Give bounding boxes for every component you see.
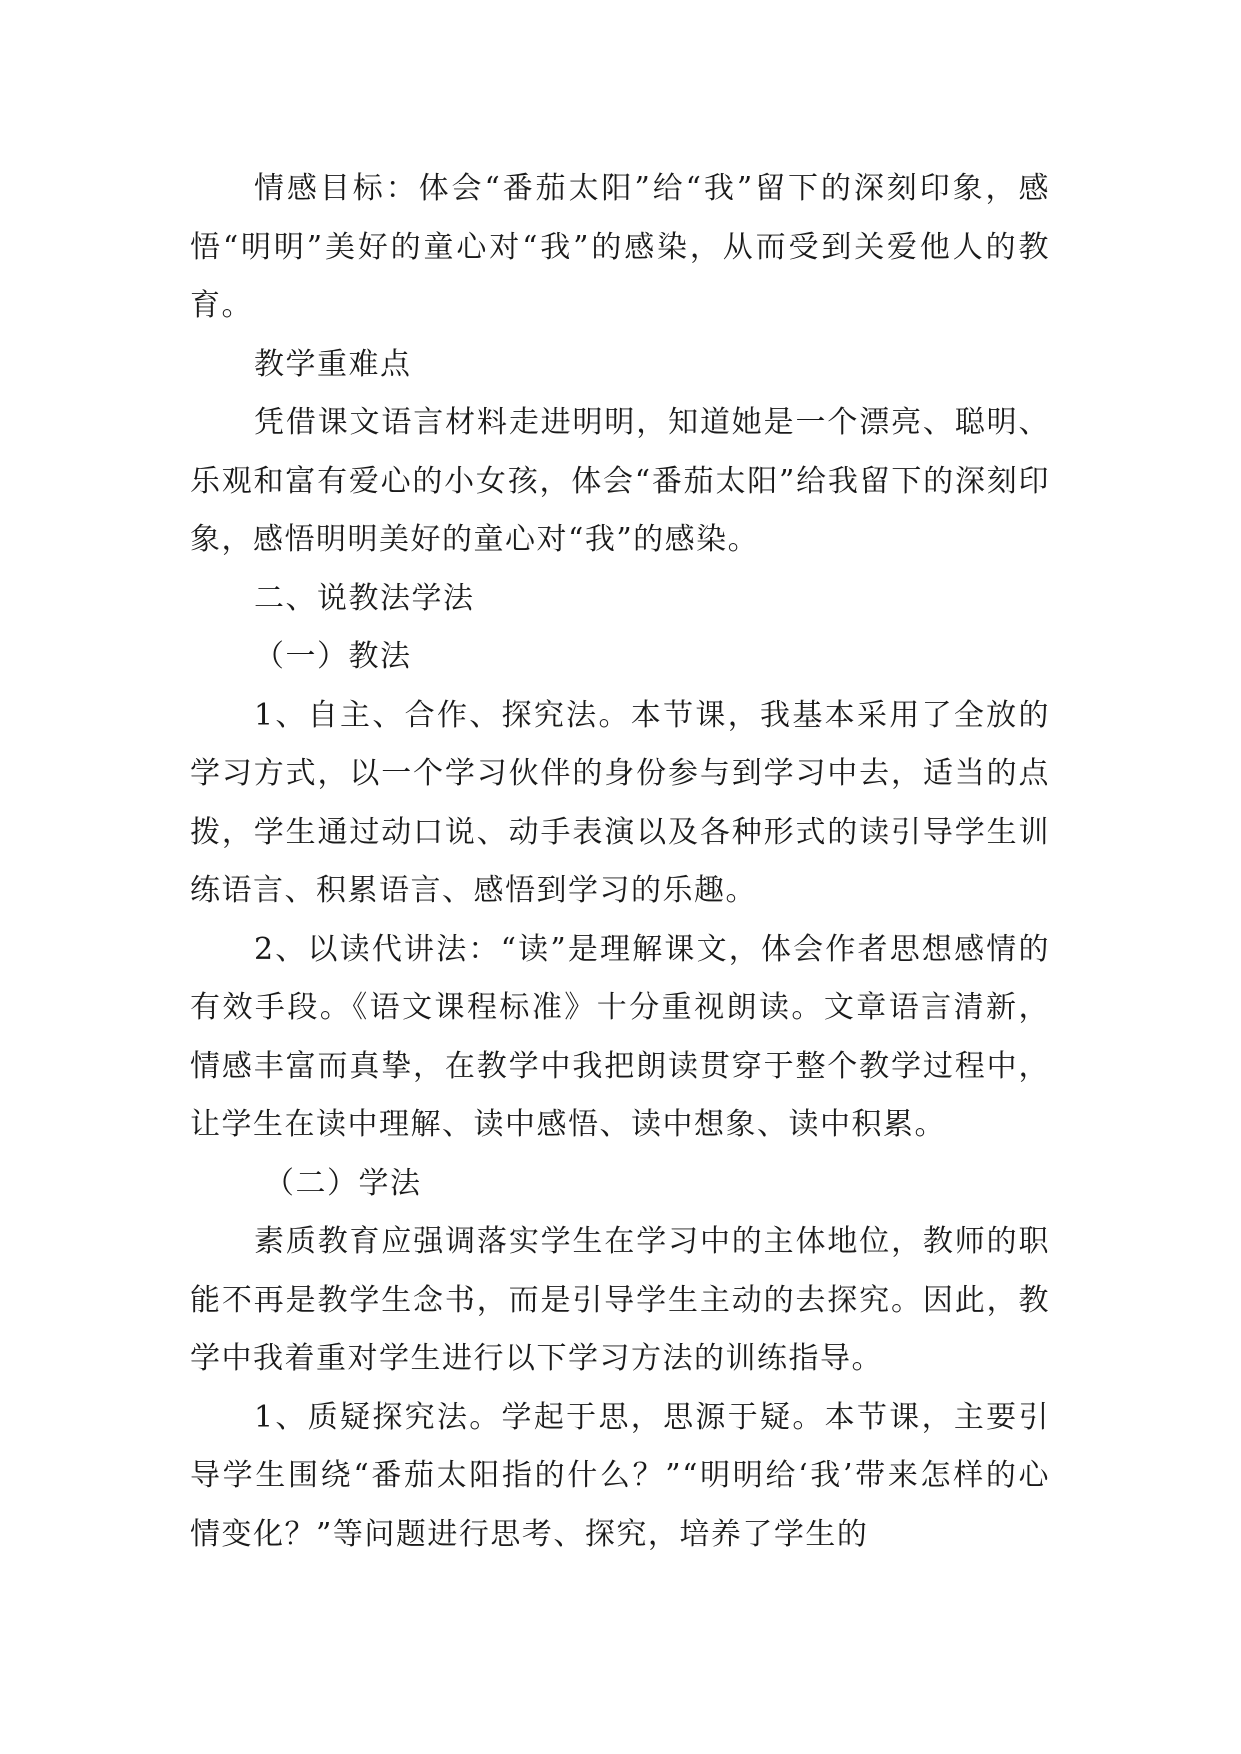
heading-teaching-method: （一）教法 xyxy=(254,639,412,674)
paragraph-method-one: 1、自主、合作、探究法。本节课，我基本采用了全放的学习方式，以一个学习伙伴的身份参与到学习中去，适当的点拨，学生通过动口说、动手表演以及各种形式的读引导学生训练语言、积累语言、感悟到学习的乐趣。 xyxy=(190,697,1050,908)
heading-section-two: 二、说教法学法 xyxy=(254,580,475,616)
paragraph-learning-intro: 素质教育应强调落实学生在学习中的主体地位，教师的职能不再是教学生念书，而是引导学生主动的去探究。因此，教学中我着重对学生进行以下学习方法的训练指导。 xyxy=(190,1224,1050,1376)
document-body xyxy=(190,160,1050,1564)
paragraph-learning-one: 1、质疑探究法。学起于思，思源于疑。本节课，主要引导学生围绕“番茄太阳指的什么？”“明明给‘我’带来怎样的心情变化？”等问题进行思考、探究，培养了学生的 xyxy=(190,1399,1050,1552)
heading-learning-method: （二）学法 xyxy=(264,1165,422,1201)
paragraph-method-two: 2、以读代讲法：“读”是理解课文，体会作者思想感情的有效手段。《语文课程标准》十分重视朗读。文章语言清新，情感丰富而真挚，在教学中我把朗读贯穿于整个教学过程中，让学生在读中理解、读中感悟、读中想象、读中积累。 xyxy=(190,931,1050,1142)
heading-key-difficulties: 教学重难点 xyxy=(254,346,412,382)
paragraph-emotion-goal: 情感目标：体会“番茄太阳”给“我”留下的深刻印象，感悟“明明”美好的童心对“我”的感染，从而受到关爱他人的教育。 xyxy=(190,171,1050,323)
paragraph-key-difficulties: 凭借课文语言材料走进明明，知道她是一个漂亮、聪明、乐观和富有爱心的小女孩，体会“番茄太阳”给我留下的深刻印象，感悟明明美好的童心对“我”的感染。 xyxy=(190,405,1050,557)
